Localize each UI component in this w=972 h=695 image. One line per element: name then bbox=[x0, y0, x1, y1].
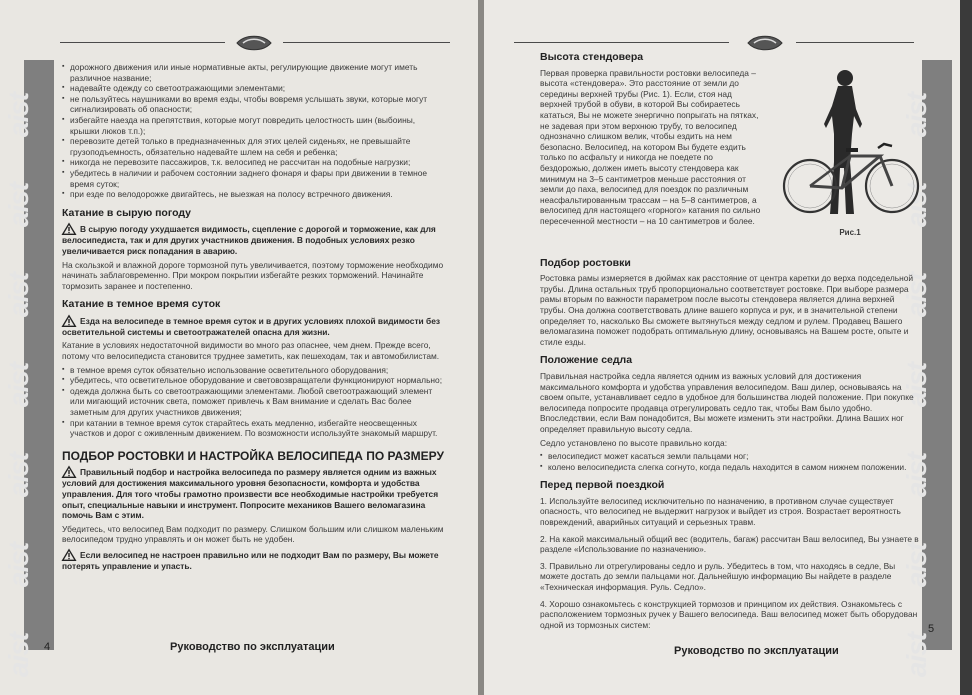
brand-mark: aist bbox=[901, 542, 932, 588]
warning-triangle-icon bbox=[62, 466, 76, 478]
section-heading-first-ride: Перед первой поездкой bbox=[540, 479, 665, 492]
list-item: 4. Хорошо ознакомьтесь с конструкцией тормозов и принципом их действия. Ознакомьтесь с расположением тормозных ручек у Вашего велосипеда. Ваш велосипед может быть оборудован одной из тормозных систем: bbox=[540, 598, 918, 630]
page-number: 4 bbox=[44, 641, 51, 653]
right-page bbox=[484, 0, 960, 695]
warning-text: В сырую погоду ухудшается видимость, сцепление с дорогой и торможение, как для велосипедиста, так и для других участников движения. В подобных условиях резко увеличивается риск попадания в аварию. bbox=[62, 224, 436, 256]
brand-mark: aist bbox=[901, 362, 932, 408]
warning-text: Если велосипед не настроен правильно или не подходит Вам по размеру, Вы можете потерять управление и упасть. bbox=[62, 549, 439, 571]
rider-bike-illustration bbox=[780, 64, 920, 224]
right-page-content bbox=[540, 52, 920, 636]
brand-mark: aist bbox=[3, 92, 34, 138]
warning-triangle-icon bbox=[62, 223, 76, 235]
dark-bullet-list bbox=[62, 365, 444, 439]
header-rule bbox=[283, 42, 450, 43]
paragraph: На скользкой и влажной дороге тормозной путь увеличивается, поэтому торможение необходимо начинать заблаговременно. При мокром покрытии избегайте резких торможений. Начинайте тормозить заранее и постепенно. bbox=[62, 259, 444, 291]
left-page bbox=[0, 0, 478, 695]
warning-text: Правильный подбор и настройка велосипеда по размеру является одним из важных условий для достижения максимального уровня безопасности, комфорта и удобства управления. Для того чтобы грамотно произвести все необходимые настройки требуется опыт, специальные навыки и инструмент. Попросите механиков Вашего веломагазина помочь Вам с этим. bbox=[62, 467, 439, 521]
brand-mark: aist bbox=[901, 182, 932, 228]
brand-mark: aist bbox=[901, 272, 932, 318]
paragraph: Катание в условиях недостаточной видимости во много раз опаснее, чем днем. Прежде всего, потому что велосипедиста становится труднее заметить, как пешеходам, так и автомобилистам. bbox=[62, 340, 440, 362]
list-item: ▪ в темное время суток обязательно использование осветительного оборудования; bbox=[62, 365, 444, 376]
list-item: ▪ надевайте одежду со светоотражающими элементами; bbox=[62, 83, 444, 94]
numbered-list bbox=[540, 496, 920, 631]
list-item: ▪ убедитесь, что осветительное оборудование и световозвращатели функционируют нормально; bbox=[62, 375, 444, 386]
list-item: 1. Используйте велосипед исключительно по назначению, в противном случае существует опасность, что велосипед не выдержит нагрузок и выйдет из строя. Возрастает вероятность повреждений, аварийных ситуаций и серьезных травм. bbox=[540, 495, 901, 528]
page-footer-title: Руководство по эксплуатации bbox=[170, 641, 335, 653]
list-item: ▪ при езде по велодорожке двигайтесь, не выезжая на полосу встречного движения. bbox=[62, 189, 444, 200]
brand-stripe bbox=[3, 60, 54, 678]
section-heading-saddle: Положение седла bbox=[540, 354, 633, 367]
figure-rider-with-bike bbox=[780, 64, 920, 244]
list-item: 3. Правильно ли отрегулированы седло и руль. Убедитесь в том, что находясь в седле, Вы можете достать до земли пальцами ног. Дальнейшую информацию Вы найдете в разделе «Техническая информация. Руль. Седло». bbox=[540, 560, 896, 593]
brand-mark: aist bbox=[901, 92, 932, 138]
list-item: ▪ убедитесь в наличии и рабочем состоянии заднего фонаря и фары при движении в темное время суток; bbox=[62, 168, 444, 189]
section-heading-dark: Катание в темное время суток bbox=[62, 298, 221, 311]
warning-block bbox=[62, 549, 444, 572]
list-item: ▪ колено велосипедиста слегка согнуто, когда педаль находится в самом нижнем положении. bbox=[540, 462, 920, 473]
brand-mark: aist bbox=[901, 632, 932, 678]
paragraph: Правильная настройка седла является одним из важных условий для достижения максимального комфорта и удобства управления велосипедом. Ваш дилер, основываясь на своем опыте, устанавливает седло в удобное для большинства людей положение. При покупке велосипеда попросите продавца отрегулировать седло так, чтобы Вам было удобно. Впоследствии, если Вам понадобится, Вы можете изменить эти настройки. Длина Ваших ног определяет правильную высоту седла. bbox=[540, 370, 914, 434]
list-item: ▪ перевозите детей только в предназначенных для этих целей сиденьях, не превышайте грузоподъемность, обязательно надевайте шлем на себя и ребенка; bbox=[62, 136, 444, 157]
saddle-bullet-list bbox=[540, 451, 920, 472]
warning-block bbox=[62, 315, 444, 338]
header-rule bbox=[796, 42, 914, 43]
warning-text: Езда на велосипеде в темное время суток и в других условиях плохой видимости без осветительной системы и светоотражателей опасна для жизни. bbox=[62, 315, 441, 337]
list-item: ▪ дорожного движения или иные нормативные акты, регулирующие движение могут иметь различное название; bbox=[62, 62, 444, 83]
left-page-content bbox=[62, 62, 444, 575]
header-rule bbox=[514, 42, 729, 43]
page-header bbox=[60, 28, 450, 58]
brand-mark: aist bbox=[3, 542, 34, 588]
section-heading-size: ПОДБОР РОСТОВКИ И НАСТРОЙКА ВЕЛОСИПЕДА ПО РАЗМЕРУ bbox=[62, 448, 444, 463]
list-item: ▪ избегайте наезда на препятствия, которые могут повредить целостность шин (выбоины, крышки люков т.п.); bbox=[62, 115, 444, 136]
safety-bullet-list bbox=[62, 62, 444, 200]
warning-triangle-icon bbox=[62, 315, 76, 327]
paragraph: Ростовка рамы измеряется в дюймах как расстояние от центра каретки до верха подседельной трубы. Длина остальных труб пропорционально соответствует ростовке. При выборе размера рамы вторым по важности параметром после высоты стендовера является длина верхней трубы. Она должна соответствовать длине вашего корпуса и рук, и в значительной степени определяет то, насколько Вы сможете вытянуться между седлом и рулем. Продавец Вашего веломагазина поможет подобрать оптимальную длину, основываясь на Вашем росте, опыте и стиле езды. bbox=[540, 273, 914, 347]
paragraph: Первая проверка правильности ростовки велосипеда – высота «стендовера». Это расстояние от земли до середины верхней трубы (Рис. 1). Если, стоя над верхней трубой в обуви, в которой Вы собираетесь кататься, Вы не можете энергично попрыгать на пятках, не задевая при этом верхнюю трубу, то велосипед однозначно слишком велик, чтобы ездить на нем безопасно. Велосипед, на котором Вы будете ездить только по асфальту и никогда не поедете по бездорожью, должен иметь высоту стендовера как минимум на 3–5 сантиметров меньше расстояния от земли до паха, велосипед для поездок по различным неасфальтированным трассам – на 5–8 сантиметров, а велосипед для настоящего «горного» катания по сильно пересеченной местности – на 10 сантиметров и более. bbox=[540, 67, 761, 226]
brand-mark: aist bbox=[3, 452, 34, 498]
section-heading-wet: Катание в сырую погоду bbox=[62, 206, 191, 219]
list-item: ▪ велосипедист может касаться земли пальцами ног; bbox=[540, 451, 920, 462]
brand-mark: aist bbox=[3, 272, 34, 318]
header-rule bbox=[60, 42, 225, 43]
warning-block bbox=[62, 466, 444, 520]
paragraph: Убедитесь, что велосипед Вам подходит по размеру. Слишком большим или слишком маленьким велосипедом трудно управлять и он может быть не удобен. bbox=[62, 523, 444, 545]
list-item: ▪ не пользуйтесь наушниками во время езды, чтобы вовремя услышать звуки, которые могут сигнализировать об опасности; bbox=[62, 94, 444, 115]
list-item: ▪ одежда должна быть со светоотражающими элементами. Любой светоотражающий элемент или мигающий источник света, поможет привлечь к Вам внимание и сделать Вас более заметным для других участников движения; bbox=[62, 386, 444, 418]
brand-mark: aist bbox=[3, 362, 34, 408]
warning-triangle-icon bbox=[62, 549, 76, 561]
page-footer-title: Руководство по эксплуатации bbox=[674, 645, 839, 657]
paragraph: Седло установлено по высоте правильно когда: bbox=[540, 437, 728, 448]
aist-emblem-icon bbox=[235, 32, 273, 54]
list-item: ▪ при катании в темное время суток старайтесь ехать медленно, избегайте неосвещенных участков и дорог с оживленным движением. По возможности используйте знакомый маршрут. bbox=[62, 418, 444, 439]
warning-block bbox=[62, 223, 444, 256]
aist-emblem-icon bbox=[746, 32, 784, 54]
section-heading-standover: Высота стендовера bbox=[540, 51, 644, 63]
section-heading-frame: Подбор ростовки bbox=[540, 256, 631, 269]
list-item: 2. На какой максимальный общий вес (водитель, багаж) рассчитан Ваш велосипед, Вы узнаете в разделе «Использование по назначению». bbox=[540, 533, 919, 555]
brand-mark: aist bbox=[901, 452, 932, 498]
brand-mark: aist bbox=[3, 632, 34, 678]
page-number: 5 bbox=[928, 623, 935, 635]
list-item: ▪ никогда не перевозите пассажиров, т.к. велосипед не рассчитан на подобные нагрузки; bbox=[62, 157, 444, 168]
brand-mark: aist bbox=[3, 182, 34, 228]
brand-stripe bbox=[901, 60, 952, 678]
figure-caption: Рис.1 bbox=[839, 228, 861, 238]
